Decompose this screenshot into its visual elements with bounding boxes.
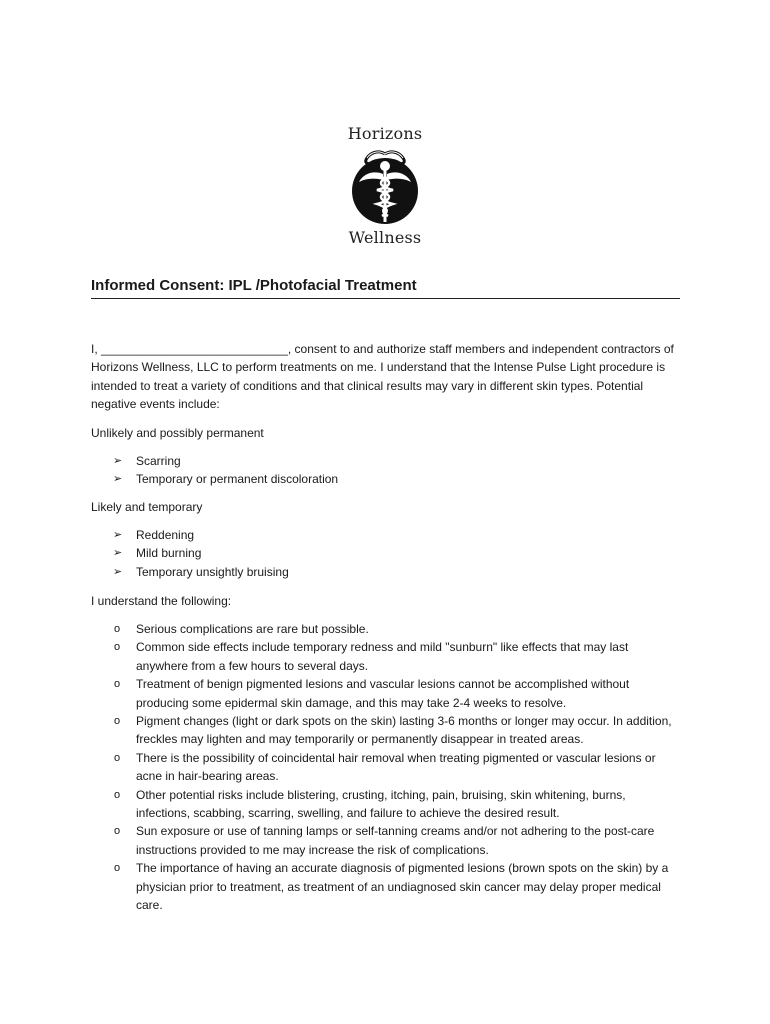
circle-bullet-icon: o (114, 751, 121, 764)
list-item (91, 544, 681, 562)
list-item-text: Pigment changes (light or dark spots on the skin) lasting 3-6 months or longer may occur. In addition, freckles may lighten and may temporarily or permanently disappear in treated areas. (136, 714, 672, 747)
circle-bullet-icon: o (114, 678, 121, 691)
list-item-text: Common side effects include temporary redness and mild "sunburn" like effects that may last anywhere from a few hours to several days. (136, 640, 629, 673)
understand-heading: I understand the following: (91, 594, 232, 608)
circle-bullet-icon: o (114, 825, 121, 838)
list-item (91, 859, 681, 914)
list-item (91, 712, 681, 749)
circle-bullet-icon: o (114, 641, 121, 654)
list-item (91, 638, 681, 675)
list-item (91, 786, 681, 823)
document-title: Informed Consent: IPL /Photofacial Treatment (91, 277, 417, 294)
list-item (91, 563, 681, 581)
arrow-bullet-icon: ➢ (113, 529, 123, 541)
title-divider (91, 298, 680, 299)
arrow-bullet-icon: ➢ (113, 565, 123, 578)
caduceus-emblem-icon (349, 148, 421, 226)
understand-list (91, 620, 681, 915)
circle-bullet-icon: o (114, 715, 121, 728)
logo-top-text: Horizons (347, 124, 423, 143)
list-item-text: Other potential risks include blistering, crusting, itching, pain, bruising, skin whitening, burns, infections, scabbing, scarring, swelling, and failure to achieve the desired result. (136, 787, 626, 821)
circle-bullet-icon: o (114, 862, 121, 875)
list-item (91, 526, 681, 544)
arrow-bullet-icon: ➢ (113, 473, 123, 486)
consent-intro-paragraph: I, ____________________________, consent to and authorize staff members and independent contractors of Horizons Wellness, LLC to perform treatments on me. I understand that the Intense Pulse Light procedure is intended to treat a variety of conditions and that clinical results may vary in different skin types. Potential negative events include: (91, 342, 674, 412)
list-item-text: Scarring (136, 454, 181, 468)
circle-bullet-icon: o (114, 623, 121, 635)
list-item (91, 675, 681, 712)
list-item-text: Mild burning (136, 546, 202, 561)
list-item (91, 452, 681, 470)
list-item-text: Serious complications are rare but possible. (136, 622, 369, 636)
list-item (91, 470, 681, 488)
arrow-bullet-icon: ➢ (113, 547, 123, 560)
list-item (91, 620, 681, 638)
list-item-text: Reddening (136, 528, 195, 542)
list-item (91, 822, 681, 859)
unlikely-list (91, 452, 681, 489)
likely-list (91, 526, 681, 581)
circle-bullet-icon: o (114, 788, 121, 801)
likely-heading: Likely and temporary (91, 500, 203, 514)
list-item-text: There is the possibility of coincidental hair removal when treating pigmented or vascular lesions or acne in hair-bearing areas. (136, 750, 656, 784)
list-item-text: Treatment of benign pigmented lesions and vascular lesions cannot be accomplished without producing some epidermal skin damage, and this may take 2-4 weeks to resolve. (136, 677, 630, 710)
list-item-text: Temporary or permanent discoloration (136, 472, 339, 487)
unlikely-heading: Unlikely and possibly permanent (91, 426, 264, 440)
logo-bottom-text: Wellness (348, 228, 422, 247)
arrow-bullet-icon: ➢ (113, 455, 123, 467)
list-item-text: Temporary unsightly bruising (136, 564, 289, 579)
list-item-text: Sun exposure or use of tanning lamps or self-tanning creams and/or not adhering to the post-care instructions provided to me may increase the risk of complications. (136, 824, 655, 857)
list-item (91, 749, 681, 786)
list-item-text: The importance of having an accurate diagnosis of pigmented lesions (brown spots on the skin) by a physician prior to treatment, as treatment of an undiagnosed skin cancer may delay proper medical care. (136, 861, 669, 913)
